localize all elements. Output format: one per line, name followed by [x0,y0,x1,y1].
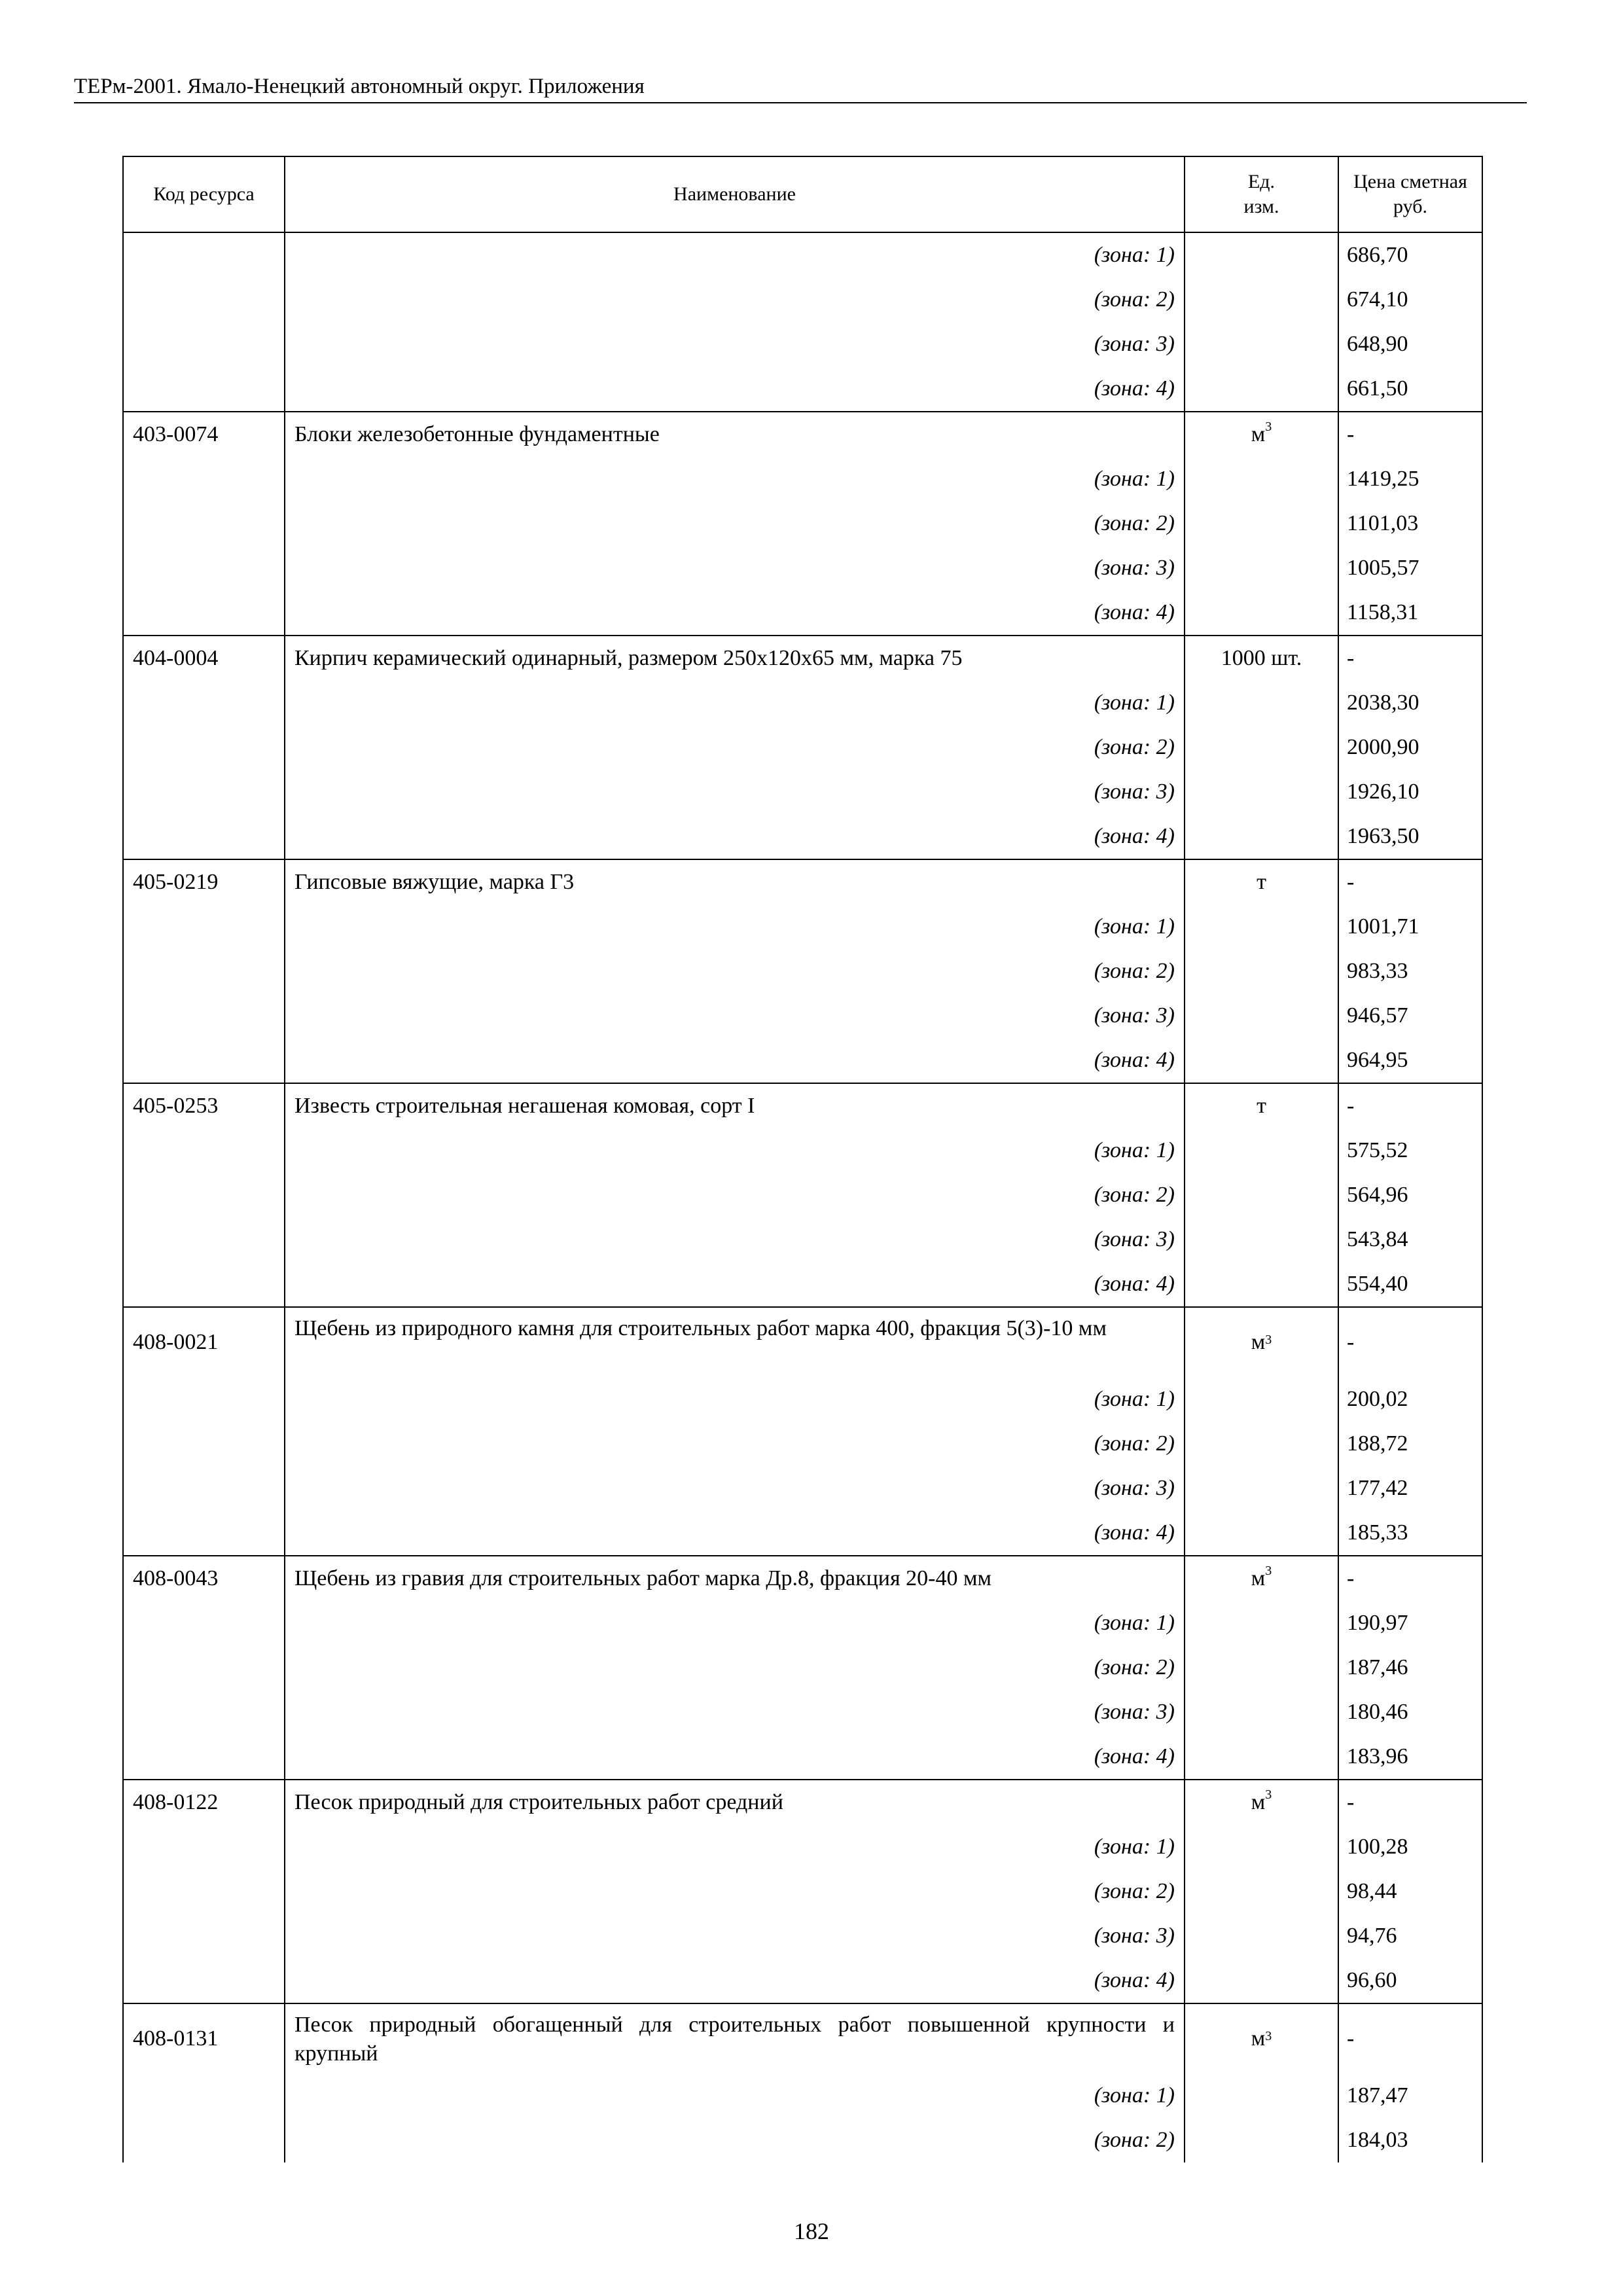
resource-unit [1184,1556,1338,1601]
unit-text: т [1257,1094,1266,1118]
unit-cell [1184,949,1338,994]
zone-label: (зона: 1) [284,1601,1184,1645]
resource-name: Известь строительная негашеная комовая, сорт I [284,1084,1184,1128]
zone-price: 661,50 [1338,367,1482,411]
resource-group [124,1308,1482,1556]
unit-cell [1184,1690,1338,1734]
code-cell [124,1734,284,1779]
resource-price: - [1338,2004,1482,2073]
resource-group [124,412,1482,636]
zone-label: (зона: 4) [284,1511,1184,1555]
zone-price: 1926,10 [1338,770,1482,814]
zone-row [124,1734,1482,1779]
resource-code: 408-0021 [133,1330,219,1354]
zone-label: (зона: 2) [284,1869,1184,1914]
resource-unit [1184,636,1338,681]
unit-superscript: 3 [1265,419,1272,434]
zone-row [124,1128,1482,1173]
zone-label: (зона: 2) [284,1173,1184,1217]
code-cell [124,1690,284,1734]
zone-row [124,994,1482,1038]
resource-price: - [1338,412,1482,457]
zone-row [124,1601,1482,1645]
unit-cell [1184,322,1338,367]
zone-row [124,457,1482,501]
code-cell [124,2118,284,2162]
zone-label: (зона: 1) [284,2073,1184,2118]
zone-label: (зона: 1) [284,1377,1184,1422]
code-cell [124,1038,284,1083]
unit-text: м [1251,1790,1266,1814]
zone-label: (зона: 2) [284,949,1184,994]
zone-label: (зона: 2) [284,1422,1184,1466]
unit-cell [1184,1734,1338,1779]
resource-price: - [1338,860,1482,905]
zone-row [124,233,1482,278]
zone-row [124,725,1482,770]
resource-price: - [1338,1084,1482,1128]
unit-cell [1184,1466,1338,1511]
zone-label: (зона: 1) [284,905,1184,949]
zone-label: (зона: 3) [284,1690,1184,1734]
zone-price: 98,44 [1338,1869,1482,1914]
zone-label: (зона: 2) [284,278,1184,322]
zone-price: 185,33 [1338,1511,1482,1555]
unit-cell [1184,905,1338,949]
unit-cell [1184,1914,1338,1958]
unit-cell [1184,1173,1338,1217]
unit-cell [1184,1217,1338,1262]
zone-price: 183,96 [1338,1734,1482,1779]
zone-price: 94,76 [1338,1914,1482,1958]
zone-price: 554,40 [1338,1262,1482,1306]
unit-cell [1184,1825,1338,1869]
zone-label: (зона: 1) [284,233,1184,278]
zone-label: (зона: 1) [284,457,1184,501]
unit-cell [1184,590,1338,635]
column-header-price [1338,157,1482,232]
unit-cell [1184,367,1338,411]
price-table [122,156,1483,2162]
code-cell [124,1914,284,1958]
zone-row [124,1217,1482,1262]
continuation-group [124,233,1482,412]
unit-cell [1184,501,1338,546]
zone-row [124,278,1482,322]
resource-price: - [1338,1780,1482,1825]
zone-row [124,1466,1482,1511]
resource-price: - [1338,1556,1482,1601]
resource-name: Щебень из природного камня для строительных работ марка 400, фракция 5(3)-10 мм [284,1308,1184,1377]
zone-price: 187,46 [1338,1645,1482,1690]
resource-row [124,1556,1482,1601]
unit-cell [1184,546,1338,590]
unit-cell [1184,994,1338,1038]
table-header [124,157,1482,233]
zone-row [124,546,1482,590]
zone-label: (зона: 4) [284,1958,1184,2003]
resource-unit [1184,1780,1338,1825]
resource-unit: м $^3$ [1184,1308,1338,1377]
code-cell [124,1466,284,1511]
resource-group [124,1780,1482,2004]
zone-row [124,1038,1482,1083]
code-cell [124,949,284,994]
zone-row [124,1173,1482,1217]
resource-code: 408-0122 [133,1790,219,1814]
page-number: 182 [794,2218,829,2244]
zone-label: (зона: 2) [284,725,1184,770]
zone-price: 2000,90 [1338,725,1482,770]
zone-label: (зона: 3) [284,1217,1184,1262]
resource-name: Блоки железобетонные фундаментные [284,412,1184,457]
unit-cell [1184,1958,1338,2003]
zone-price: 100,28 [1338,1825,1482,1869]
column-header-code: Код ресурса [153,183,255,205]
code-cell [124,1377,284,1422]
unit-text: 1000 шт. [1221,646,1302,670]
unit-cell [1184,1422,1338,1466]
code-cell [124,1958,284,2003]
zone-row [124,2118,1482,2162]
unit-cell [1184,1511,1338,1555]
code-cell [124,1645,284,1690]
resource-code: 404-0004 [133,646,219,670]
zone-row [124,501,1482,546]
zone-price: 1963,50 [1338,814,1482,859]
zone-label: (зона: 4) [284,814,1184,859]
code-cell [124,814,284,859]
zone-label: (зона: 3) [284,1466,1184,1511]
resource-code: 408-0043 [133,1566,219,1590]
zone-row [124,1377,1482,1422]
resource-name: Кирпич керамический одинарный, размером 250х120х65 мм, марка 75 [284,636,1184,681]
zone-row [124,1869,1482,1914]
code-cell [124,994,284,1038]
zone-row [124,1690,1482,1734]
column-header-unit [1184,157,1338,232]
zone-row [124,367,1482,411]
zone-label: (зона: 1) [284,1128,1184,1173]
unit-cell [1184,681,1338,725]
unit-cell [1184,1645,1338,1690]
unit-text: м [1251,1330,1266,1354]
unit-cell [1184,1601,1338,1645]
code-cell [124,1869,284,1914]
resource-code: 405-0253 [133,1094,219,1118]
column-header-name: Наименование [284,157,1184,232]
code-cell [124,501,284,546]
resource-row [124,1084,1482,1128]
unit-cell [1184,814,1338,859]
zone-label: (зона: 4) [284,1262,1184,1306]
code-cell [124,1262,284,1306]
unit-text: т [1257,870,1266,894]
unit-cell [1184,725,1338,770]
resource-name: Песок природный обогащенный для строительных работ повышенной крупности и крупный [284,2004,1184,2073]
zone-label: (зона: 4) [284,590,1184,635]
resource-group [124,860,1482,1084]
zone-label: (зона: 4) [284,367,1184,411]
zone-row [124,1645,1482,1690]
zone-label: (зона: 1) [284,681,1184,725]
resource-group [124,1084,1482,1308]
zone-row [124,1511,1482,1555]
resource-price: - [1338,636,1482,681]
unit-superscript: 3 [1265,1787,1272,1802]
resource-row [124,1780,1482,1825]
unit-text: м [1251,422,1266,446]
resource-unit [1184,860,1338,905]
code-cell [124,1128,284,1173]
zone-row [124,1825,1482,1869]
zone-price: 1101,03 [1338,501,1482,546]
column-header-price-line2: руб. [1393,196,1427,217]
unit-cell [1184,2073,1338,2118]
zone-price: 188,72 [1338,1422,1482,1466]
code-cell [124,905,284,949]
zone-price: 1005,57 [1338,546,1482,590]
unit-text: м [1251,2026,1266,2051]
resource-code: 405-0219 [133,870,219,894]
zone-price: 1001,71 [1338,905,1482,949]
code-cell [124,681,284,725]
zone-price: 575,52 [1338,1128,1482,1173]
zone-price: 686,70 [1338,233,1482,278]
code-cell [124,590,284,635]
zone-row [124,590,1482,635]
unit-cell [1184,457,1338,501]
unit-cell [1184,233,1338,278]
zone-price: 200,02 [1338,1377,1482,1422]
zone-row [124,1262,1482,1306]
resource-group [124,1556,1482,1780]
zone-price: 648,90 [1338,322,1482,367]
code-cell [124,1217,284,1262]
zone-price: 180,46 [1338,1690,1482,1734]
resource-name: Щебень из гравия для строительных работ марка Др.8, фракция 20-40 мм [284,1556,1184,1601]
unit-cell [1184,770,1338,814]
resource-code: 408-0131 [133,2026,219,2051]
zone-row [124,1914,1482,1958]
unit-cell [1184,1038,1338,1083]
code-cell [124,457,284,501]
code-cell [124,546,284,590]
unit-cell [1184,1262,1338,1306]
resource-row [124,636,1482,681]
resource-row [124,2004,1482,2073]
resource-code: 403-0074 [133,422,219,446]
unit-superscript: 3 [1265,1563,1272,1578]
unit-cell [1184,2118,1338,2162]
unit-cell [1184,1869,1338,1914]
zone-row [124,814,1482,859]
resource-row [124,412,1482,457]
zone-price: 964,95 [1338,1038,1482,1083]
zone-price: 184,03 [1338,2118,1482,2162]
zone-price: 1158,31 [1338,590,1482,635]
code-cell [124,233,284,278]
zone-price: 983,33 [1338,949,1482,994]
code-cell [124,1511,284,1555]
resource-name: Гипсовые вяжущие, марка Г3 [284,860,1184,905]
unit-cell [1184,278,1338,322]
zone-price: 96,60 [1338,1958,1482,2003]
zone-row [124,770,1482,814]
code-cell [124,770,284,814]
resource-group [124,2004,1482,2162]
resource-unit [1184,1084,1338,1128]
zone-label: (зона: 4) [284,1734,1184,1779]
zone-price: 2038,30 [1338,681,1482,725]
unit-cell [1184,1377,1338,1422]
zone-label: (зона: 3) [284,322,1184,367]
zone-price: 1419,25 [1338,457,1482,501]
zone-price: 674,10 [1338,278,1482,322]
zone-label: (зона: 2) [284,1645,1184,1690]
zone-row [124,1422,1482,1466]
resource-row [124,860,1482,905]
code-cell [124,2073,284,2118]
zone-label: (зона: 2) [284,501,1184,546]
code-cell [124,725,284,770]
resource-unit [1184,412,1338,457]
zone-row [124,681,1482,725]
zone-price: 946,57 [1338,994,1482,1038]
zone-row [124,905,1482,949]
unit-text: м [1251,1566,1266,1590]
code-cell [124,322,284,367]
zone-price: 564,96 [1338,1173,1482,1217]
zone-price: 543,84 [1338,1217,1482,1262]
resource-unit: м $^3$ [1184,2004,1338,2073]
zone-row [124,2073,1482,2118]
code-cell [124,1601,284,1645]
zone-label: (зона: 4) [284,1038,1184,1083]
column-header-unit-line2: изм. [1243,196,1279,217]
zone-label: (зона: 2) [284,2118,1184,2162]
code-cell [124,1173,284,1217]
zone-label: (зона: 3) [284,1914,1184,1958]
zone-label: (зона: 3) [284,546,1184,590]
resource-price: - [1338,1308,1482,1377]
table-body [124,233,1482,2162]
code-cell [124,1825,284,1869]
zone-price: 177,42 [1338,1466,1482,1511]
column-header-price-line1: Цена сметная [1353,171,1467,192]
unit-cell [1184,1128,1338,1173]
column-header-unit-line1: Ед. [1247,171,1275,192]
zone-label: (зона: 3) [284,770,1184,814]
zone-price: 187,47 [1338,2073,1482,2118]
code-cell [124,1422,284,1466]
code-cell [124,278,284,322]
resource-name: Песок природный для строительных работ средний [284,1780,1184,1825]
zone-row [124,322,1482,367]
resource-group [124,636,1482,860]
page-header: ТЕРм-2001. Ямало-Ненецкий автономный округ. Приложения [74,72,1527,103]
zone-row [124,1958,1482,2003]
resource-row [124,1308,1482,1377]
zone-label: (зона: 1) [284,1825,1184,1869]
zone-price: 190,97 [1338,1601,1482,1645]
zone-label: (зона: 3) [284,994,1184,1038]
zone-row [124,949,1482,994]
code-cell [124,367,284,411]
